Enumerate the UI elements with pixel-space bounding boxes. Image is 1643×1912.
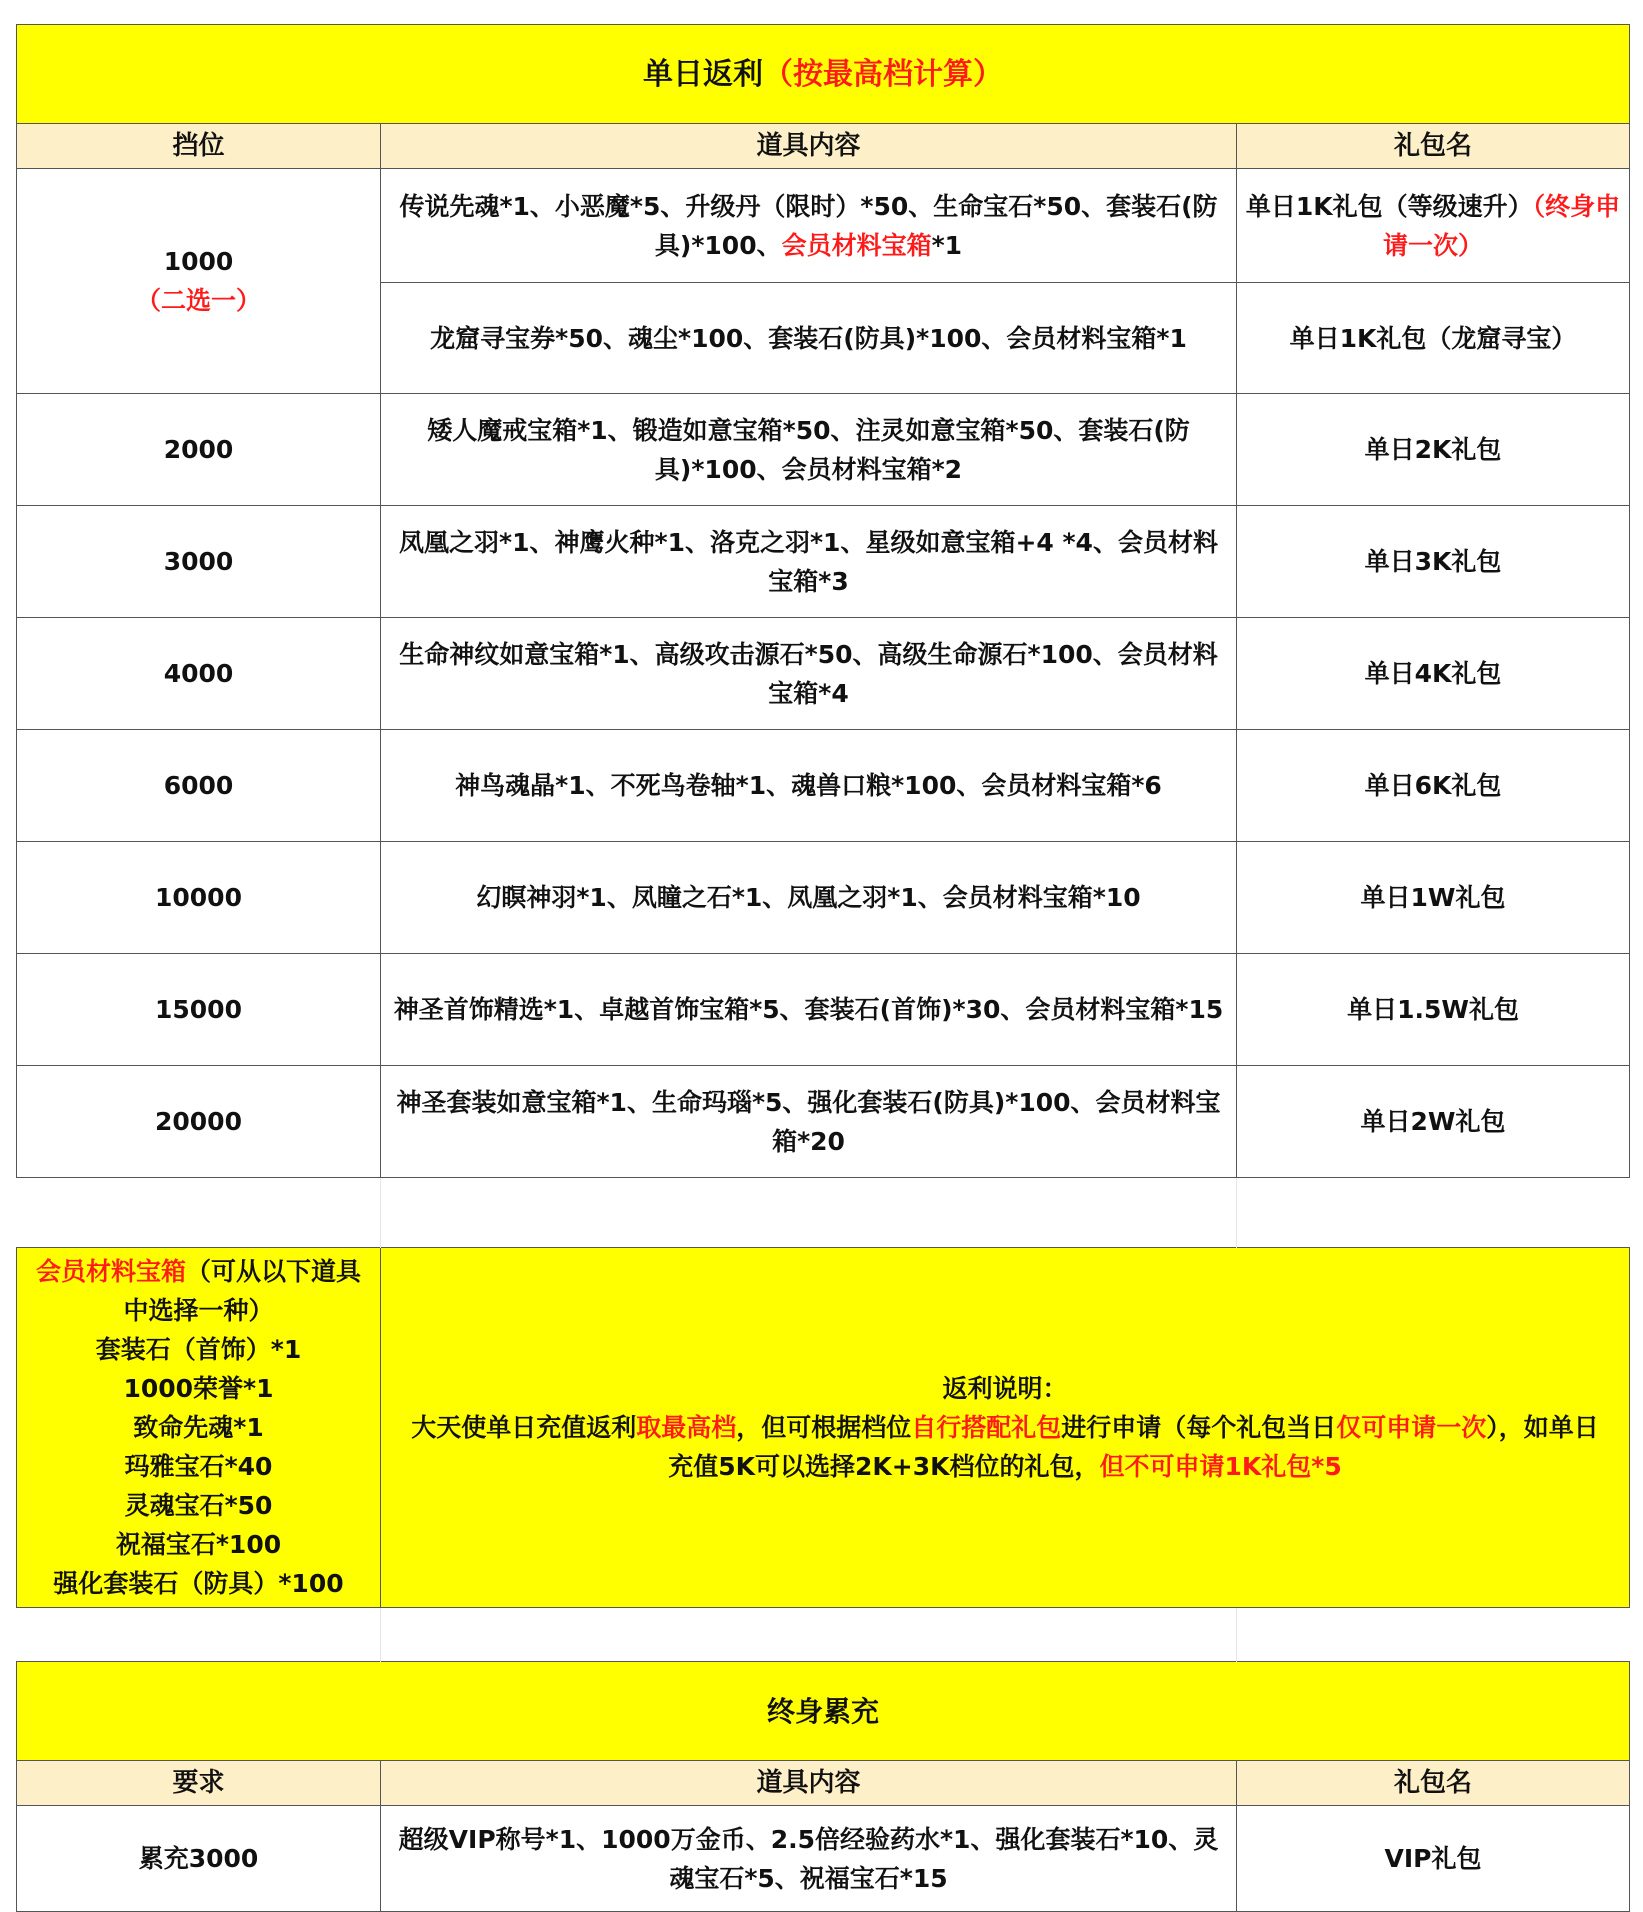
spacer-row — [17, 1608, 1630, 1662]
table-row — [17, 506, 1630, 618]
header-requirement: 要求 — [17, 1761, 381, 1806]
table-row — [17, 618, 1630, 730]
lifetime-title: 终身累充 — [17, 1662, 1630, 1761]
lifetime-title-row — [17, 1662, 1630, 1761]
table-row — [17, 730, 1630, 842]
tier-amount: 10000 — [17, 842, 381, 954]
choice-note: （二选一） — [135, 286, 261, 315]
header-tier: 挡位 — [17, 124, 381, 169]
gift-cell: 单日1K礼包（龙窟寻宝） — [1237, 283, 1630, 394]
requirement-cell: 累充3000 — [17, 1806, 381, 1912]
header-content: 道具内容 — [381, 1761, 1237, 1806]
list-item: 致命先魂*1 — [133, 1413, 264, 1442]
tier-amount: 2000 — [17, 394, 381, 506]
content-cell: 凤凰之羽*1、神鹰火种*1、洛克之羽*1、星级如意宝箱+4 *4、会员材料宝箱*3 — [381, 506, 1237, 618]
gift-cell: 单日2W礼包 — [1237, 1066, 1630, 1178]
table-row — [17, 842, 1630, 954]
list-item: 祝福宝石*100 — [115, 1530, 282, 1559]
table-row — [17, 1066, 1630, 1178]
rebate-note-body: 大天使单日充值返利取最高档，但可根据档位自行搭配礼包进行申请（每个礼包当日仅可申请一次），如单日充值5K可以选择2K+3K档位的礼包，但不可申请1K礼包*5 — [411, 1413, 1599, 1481]
rebate-note-heading: 返利说明： — [942, 1374, 1068, 1403]
tier-amount: 1000 — [163, 247, 234, 276]
tier-amount: 20000 — [17, 1066, 381, 1178]
tier-amount: 4000 — [17, 618, 381, 730]
gift-cell — [1237, 169, 1630, 283]
content-cell: 生命神纹如意宝箱*1、高级攻击源石*50、高级生命源石*100、会员材料宝箱*4 — [381, 618, 1237, 730]
content-cell: 神鸟魂晶*1、不死鸟卷轴*1、魂兽口粮*100、会员材料宝箱*6 — [381, 730, 1237, 842]
list-item: 1000荣誉*1 — [123, 1374, 274, 1403]
daily-title — [17, 25, 1630, 124]
daily-rebate-table — [16, 24, 1630, 1912]
rebate-note-cell — [381, 1248, 1630, 1608]
tier-amount: 15000 — [17, 954, 381, 1066]
table-row — [17, 169, 1630, 283]
content-cell: 超级VIP称号*1、1000万金币、2.5倍经验药水*1、强化套装石*10、灵魂宝石*5、祝福宝石*15 — [381, 1806, 1237, 1912]
material-box-row — [17, 1248, 1630, 1608]
table-row — [17, 1806, 1630, 1912]
content-suffix: *1 — [931, 230, 963, 260]
content-cell: 幻瞑神羽*1、凤瞳之石*1、凤凰之羽*1、会员材料宝箱*10 — [381, 842, 1237, 954]
header-gift: 礼包名 — [1237, 124, 1630, 169]
content-cell: 龙窟寻宝券*50、魂尘*100、套装石(防具)*100、会员材料宝箱*1 — [381, 283, 1237, 394]
material-box-title: 会员材料宝箱 — [35, 1257, 186, 1286]
tier-amount: 3000 — [17, 506, 381, 618]
rebate-sheet — [16, 24, 1629, 1912]
list-item: 强化套装石（防具）*100 — [53, 1569, 344, 1598]
gift-cell: 单日4K礼包 — [1237, 618, 1630, 730]
gift-cell: 单日6K礼包 — [1237, 730, 1630, 842]
header-gift: 礼包名 — [1237, 1761, 1630, 1806]
gift-cell: 单日2K礼包 — [1237, 394, 1630, 506]
material-box-subtitle: （可从以下道具中选择一种） — [123, 1257, 362, 1325]
daily-header-row — [17, 124, 1630, 169]
gift-cell: VIP礼包 — [1237, 1806, 1630, 1912]
content-cell: 神圣套装如意宝箱*1、生命玛瑙*5、强化套装石(防具)*100、会员材料宝箱*20 — [381, 1066, 1237, 1178]
list-item: 套装石（首饰）*1 — [95, 1335, 302, 1364]
tier-1000 — [17, 169, 381, 394]
gift-cell: 单日3K礼包 — [1237, 506, 1630, 618]
content-cell: 神圣首饰精选*1、卓越首饰宝箱*5、套装石(首饰)*30、会员材料宝箱*15 — [381, 954, 1237, 1066]
list-item: 玛雅宝石*40 — [124, 1452, 273, 1481]
daily-title-note: （按最高档计算） — [763, 56, 1004, 92]
material-box-cell — [17, 1248, 381, 1608]
gift-name: 单日1K礼包（等级速升） — [1245, 191, 1533, 221]
table-row — [17, 394, 1630, 506]
content-cell: 矮人魔戒宝箱*1、锻造如意宝箱*50、注灵如意宝箱*50、套装石(防具)*100、会员材料宝箱*2 — [381, 394, 1237, 506]
content-cell — [381, 169, 1237, 283]
table-row — [17, 954, 1630, 1066]
content-text: 传说先魂*1、小恶魔*5、升级丹（限时）*50、生命宝石*50、套装石(防具)*100、 — [399, 191, 1218, 260]
header-content: 道具内容 — [381, 124, 1237, 169]
tier-amount: 6000 — [17, 730, 381, 842]
list-item: 灵魂宝石*50 — [124, 1491, 273, 1520]
gift-cell: 单日1W礼包 — [1237, 842, 1630, 954]
daily-title-row — [17, 25, 1630, 124]
lifetime-header-row — [17, 1761, 1630, 1806]
spacer-row — [17, 1178, 1630, 1248]
content-highlight: 会员材料宝箱 — [781, 230, 932, 260]
gift-cell: 单日1.5W礼包 — [1237, 954, 1630, 1066]
gift-note: （终身申请一次） — [1383, 191, 1621, 260]
daily-title-text: 单日返利 — [643, 56, 764, 92]
